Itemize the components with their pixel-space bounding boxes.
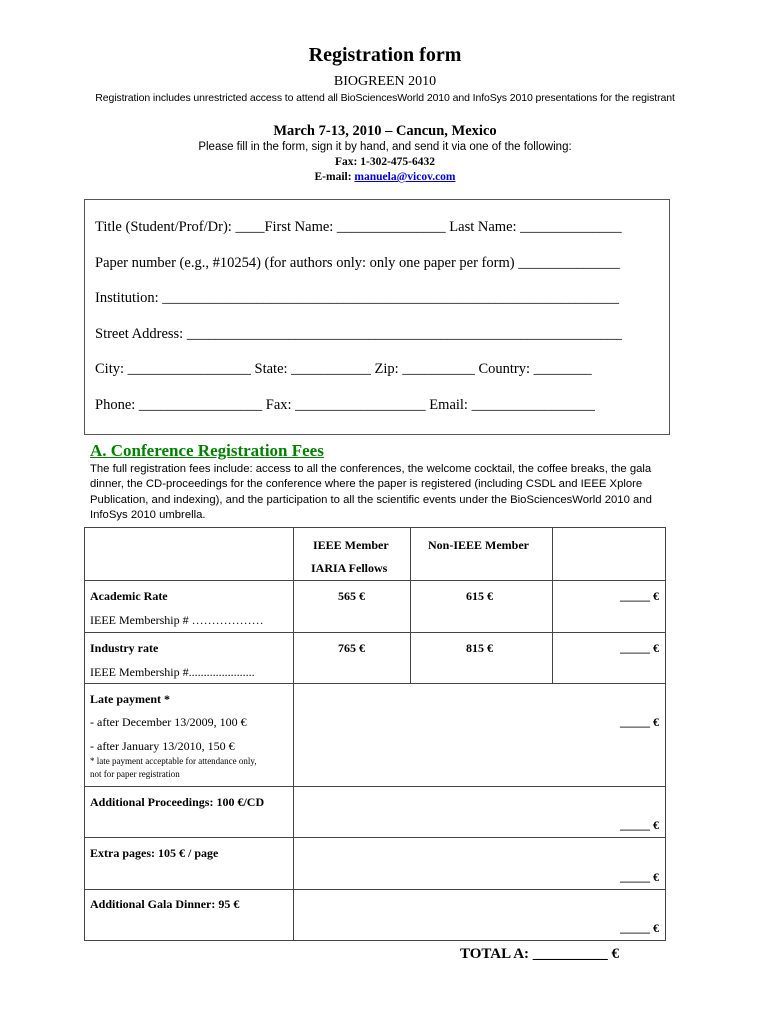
proceedings-amount-field[interactable]: _____ € (620, 818, 659, 832)
section-a-heading: A. Conference Registration Fees (90, 441, 324, 460)
academic-membership-field[interactable]: IEEE Membership # ……………… (90, 613, 264, 627)
phone-fax-email-field-line[interactable]: Phone: _________________ Fax: __________________ Email: _________________ (95, 397, 595, 413)
industry-ieee-price: 765 € (338, 641, 365, 655)
table-divider (85, 580, 665, 581)
event-name: BIOGREEN 2010 (333, 74, 437, 89)
city-state-zip-field-line[interactable]: City: _________________ State: ___________ Zip: __________ Country: ________ (95, 361, 592, 377)
email-label: E-mail: (314, 171, 352, 183)
fees-description-line: The full registration fees include: access to all the conferences, the welcome cocktail, the coffee breaks, the gala (90, 463, 652, 475)
fees-description (90, 462, 670, 523)
table-divider (293, 786, 294, 941)
academic-rate-label: Academic Rate (90, 589, 168, 603)
academic-non-ieee-price: 615 € (466, 589, 493, 603)
paper-number-field-line[interactable]: Paper number (e.g., #10254) (for authors only: only one paper per form) ______________ (95, 255, 620, 271)
academic-ieee-price: 565 € (338, 589, 365, 603)
late-payment-note: * late payment acceptable for attendance only, (90, 756, 257, 766)
col-header-non-ieee: Non-IEEE Member (428, 538, 529, 552)
academic-amount-field[interactable]: _____ € (620, 589, 659, 603)
gala-dinner-label: Additional Gala Dinner: 95 € (90, 897, 240, 911)
extra-pages-amount-field[interactable]: _____ € (620, 870, 659, 884)
industry-rate-label: Industry rate (90, 641, 159, 655)
total-a-field[interactable]: TOTAL A: __________ € (460, 946, 620, 962)
table-divider (410, 528, 411, 683)
late-payment-amount-field[interactable]: _____ € (620, 715, 659, 729)
page-title: Registration form (308, 44, 462, 66)
fees-description-line: Publication, and indexing), and the participation to all the scientific events under the BioSciencesWorld 2010 and (90, 493, 652, 506)
gala-dinner-amount-field[interactable]: _____ € (620, 921, 659, 935)
col-header-ieee: IEEE Member (313, 538, 389, 552)
fax-number: Fax: 1-302-475-6432 (335, 156, 435, 168)
proceedings-label: Additional Proceedings: 100 €/CD (90, 795, 265, 809)
table-divider (85, 632, 665, 633)
institution-field-line[interactable]: Institution: _______________________________________________________________ (95, 290, 620, 306)
email-link[interactable]: manuela@vicov.com (354, 171, 456, 183)
table-divider (85, 837, 665, 838)
extra-pages-label: Extra pages: 105 € / page (90, 846, 219, 860)
fees-description-line: dinner, the CD-proceedings for the conference where the paper is registered (including CSDL and IEEE Xplore (90, 478, 643, 491)
registration-note: Registration includes unrestricted access to attend all BioSciencesWorld 2010 and InfoSys 2010 presentations for the registrant (95, 92, 675, 104)
table-divider (552, 528, 553, 683)
industry-non-ieee-price: 815 € (466, 641, 493, 655)
table-divider (85, 683, 665, 684)
late-payment-label: Late payment * (90, 692, 170, 706)
table-divider (293, 528, 294, 786)
industry-amount-field[interactable]: _____ € (620, 641, 659, 655)
late-payment-note: not for paper registration (90, 769, 180, 779)
late-payment-january: - after January 13/2010, 150 € (90, 739, 235, 753)
table-divider (85, 889, 665, 890)
fees-description-line: InfoSys 2010 umbrella. (90, 508, 206, 521)
late-payment-december: - after December 13/2009, 100 € (90, 715, 247, 729)
table-divider (85, 786, 665, 787)
col-header-iaria: IARIA Fellows (311, 561, 388, 575)
street-address-field-line[interactable]: Street Address: ____________________________________________________________ (95, 326, 622, 342)
event-dates: March 7-13, 2010 – Cancun, Mexico (273, 123, 497, 139)
email-line (0, 171, 770, 183)
industry-membership-field[interactable]: IEEE Membership #...................... (90, 665, 255, 679)
fees-table (84, 527, 666, 941)
name-field-line[interactable]: Title (Student/Prof/Dr): ____First Name: _______________ Last Name: ______________ (95, 219, 622, 235)
instructions: Please fill in the form, sign it by hand, and send it via one of the following: (198, 141, 572, 153)
